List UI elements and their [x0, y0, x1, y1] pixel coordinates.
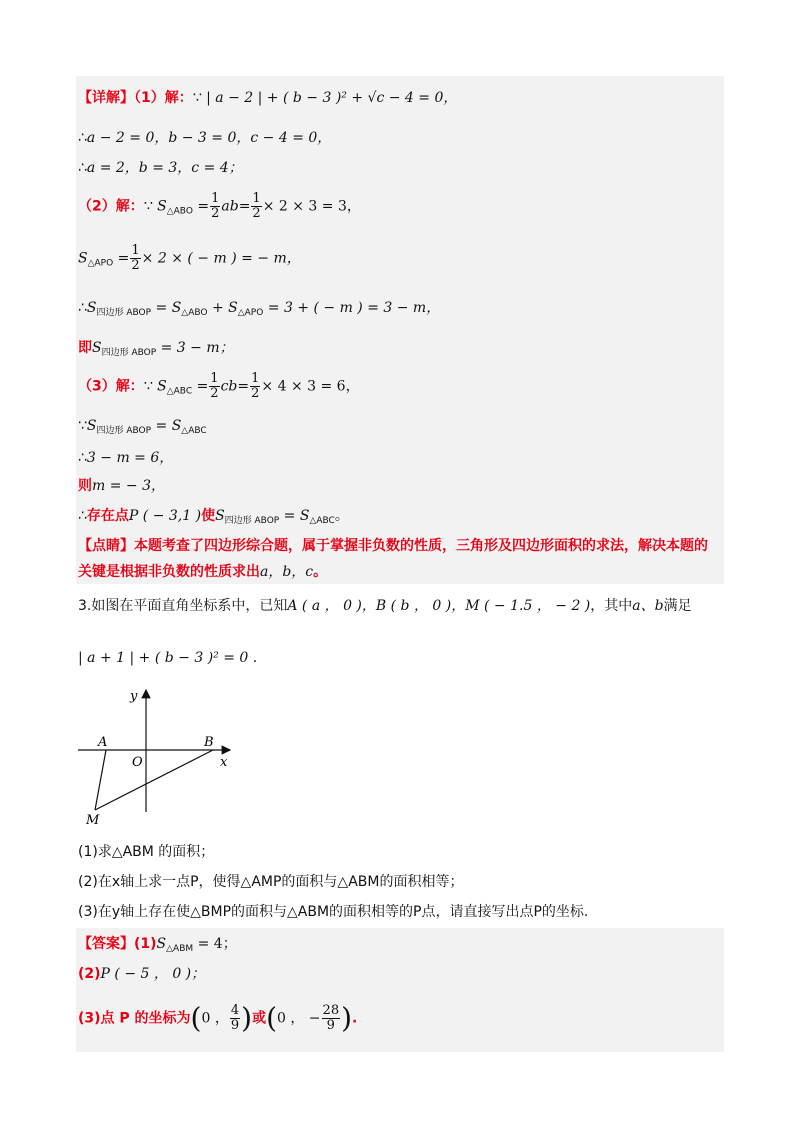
- solution-line-11: 则m = − 3，: [78, 478, 165, 494]
- point-m-label: M: [86, 813, 100, 826]
- point-a-label: A: [98, 735, 108, 750]
- question-line-2: [78, 648, 257, 668]
- answer-line-3: (3)点 P 的坐标为(0 ， $\frac{4}{9}$ )或(0 ， − $\frac{28}{9}$ ).: [78, 1001, 358, 1035]
- fraction-28-9: $\frac{28}{9}$: [322, 1003, 340, 1033]
- solution-line-12: ∴存在点P ( − 3,1 )使$S_{四边形 ABOP} = S_{\triangle ABC}$。: [78, 508, 349, 526]
- equation-3: a = 2，b = 3，c = 4；: [86, 160, 243, 176]
- sub-question-2: (2)在x轴上求一点P，使得△AMP的面积与△ABM的面积相等；: [78, 874, 464, 890]
- solution-line-7: 即$S_{四边形 ABOP} = 3 - m$；: [78, 340, 234, 358]
- question-line-1: 3.如图在平面直角坐标系中，已知A ( a ， 0 )，B ( b ， 0 )，M ( − 1.5 ， − 2 )，其中a、b满足: [78, 598, 692, 614]
- solution-line-6: $\therefore S_{四边形 ABOP} = S_{\triangle ABO} + S_{\triangle APO} = 3$ + ( − m ) = 3 − m，: [78, 300, 441, 318]
- solution-line-8: （3）解：∵ $S_{\triangle ABC}$ = $\frac{1}{2}$ cb= $\frac{1}{2}$ × 4 × 3 = 6，: [78, 371, 360, 401]
- answer-line-1: 【答案】$(1)S_{\triangle ABM} = 4$；: [78, 936, 237, 954]
- coordinate-figure: [70, 686, 250, 826]
- part3-tag: （3）解：: [78, 378, 144, 395]
- solution-line-10: ∴3 − m = 6，: [78, 450, 174, 466]
- solution-line-2: ∴a − 2 = 0，b − 3 = 0，c − 4 = 0，: [78, 130, 332, 146]
- equation-1: | a − 2 | + ( b − 3 )² + √c − 4 = 0，: [206, 90, 458, 106]
- comment-label: 【点睛】: [78, 538, 134, 554]
- solution-line-3: ∴a = 2，b = 3，c = 4；: [78, 160, 243, 176]
- part1-tag: （1）解：: [134, 90, 193, 106]
- segment-mb: [95, 750, 213, 810]
- solution-line-5: $S_{\triangle APO}$ = $\frac{1}{2}$ × 2 × ( − m ) = − m，: [78, 243, 301, 273]
- answer-line-2: (2)P ( − 5 ， 0 )；: [78, 966, 206, 982]
- condition-equation: | a + 1 | + ( b − 3 )² = 0 .: [78, 650, 258, 666]
- y-axis-label: y: [130, 689, 138, 704]
- comment-line-2: 关键是根据非负数的性质求出a，b，c。: [78, 564, 328, 580]
- solution-line-1: 【详解】（1）解：∵ | a − 2 | + ( b − 3 )² + √c − 4 = 0，: [78, 90, 458, 106]
- comment-line-1: 【点睛】本题考查了四边形综合题，属于掌握非负数的性质，三角形及四边形面积的求法，解决本题的: [78, 538, 708, 554]
- fraction-4-9: $\frac{4}{9}$: [230, 1003, 240, 1033]
- equation-2: a − 2 = 0，b − 3 = 0，c − 4 = 0，: [86, 130, 332, 146]
- solution-line-9: $\because S_{四边形 ABOP} = S_{\triangle ABC}$: [78, 418, 207, 436]
- x-axis-label: x: [220, 755, 228, 770]
- solution-label: 【详解】: [78, 90, 134, 106]
- segment-am: [95, 750, 106, 810]
- part2-tag: （2）解：: [78, 198, 144, 215]
- sub-question-1: (1)求△ABM 的面积；: [78, 844, 215, 860]
- origin-label: O: [132, 755, 143, 770]
- point-b-label: B: [204, 735, 214, 750]
- solution-line-4: （2）解：∵ $S_{\triangle ABO}$ = $\frac{1}{2}$ ab= $\frac{1}{2}$ × 2 × 3 = 3，: [78, 191, 361, 221]
- fraction-half: $\frac{1}{2}$: [211, 191, 220, 221]
- sub-question-3: (3)在y轴上存在使△BMP的面积与△ABM的面积相等的P点，请直接写出点P的坐标.: [78, 904, 589, 920]
- answer-label: 【答案】: [78, 936, 134, 952]
